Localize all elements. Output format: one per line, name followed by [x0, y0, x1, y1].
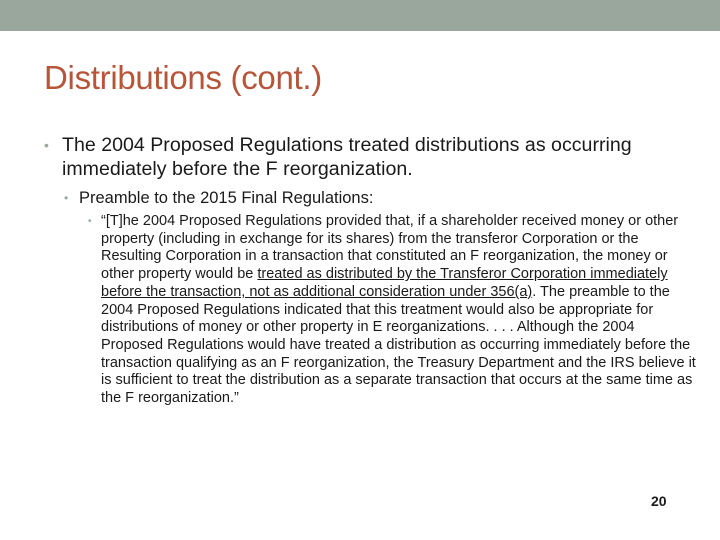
bullet-level-1 — [44, 133, 684, 181]
quote-text-part-1: “[T]he 2004 Proposed Regulations provided that, if a shareholder received money or other property (including in exchange for its shares) from the transferor Corporation or the Resulting Corporation in a transaction that constituted an F reorganization, the money or other property would be — [101, 213, 679, 283]
bullet-level-2-text: Preamble to the 2015 Final Regulations: — [79, 189, 374, 207]
bullet-level-3 — [88, 213, 700, 408]
page-number: 20 — [651, 493, 667, 509]
bullet-icon: • — [88, 216, 92, 227]
bullet-icon: • — [64, 191, 69, 205]
bullet-level-2 — [64, 188, 684, 208]
quote-underlined-text: treated as distributed by the Transferor Corporation immediately before the transaction, not as additional consideration under 356(a) — [101, 266, 668, 300]
slide-title: Distributions (cont.) — [44, 59, 322, 96]
bullet-level-1-text: The 2004 Proposed Regulations treated distributions as occurring immediately before the F reorganization. — [62, 134, 632, 180]
header-bar — [0, 0, 720, 31]
quote-text — [101, 213, 700, 408]
quote-text-part-2: . The preamble to the 2004 Proposed Regulations indicated that this treatment would also be appropriate for distributions of money or other property in E reorganizations. . . . Although the 2004 Proposed Regulations would have treated a distribution as occurring immediately before the transaction qualifying as an F reorganization, the Treasury Department and the IRS believe it is sufficient to treat the distribution as a separate transaction that occurs at the same time as the F reorganization.” — [101, 283, 696, 407]
bullet-icon: • — [44, 137, 49, 153]
